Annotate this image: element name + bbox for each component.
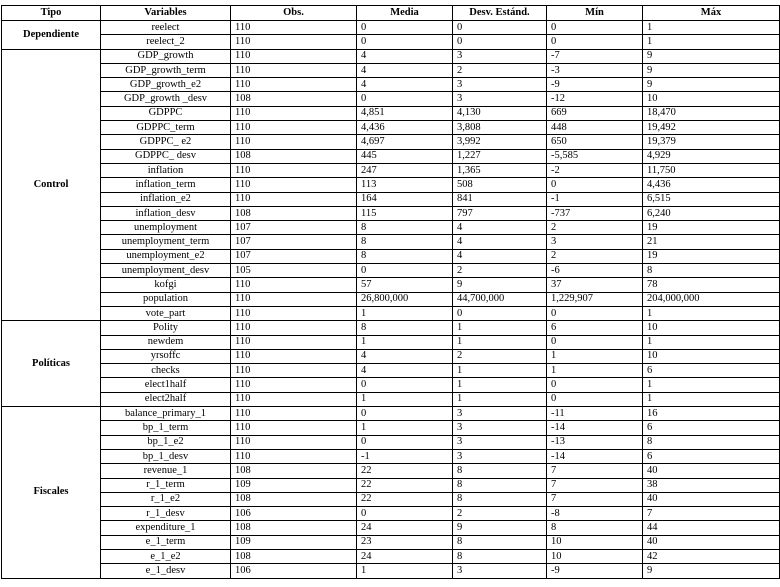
media-cell: 115 — [357, 206, 453, 220]
obs-cell: 110 — [231, 278, 357, 292]
max-cell: 40 — [643, 464, 780, 478]
table-row — [2, 49, 780, 63]
variable-cell: yrsoffc — [101, 349, 231, 363]
min-cell: 2 — [547, 221, 643, 235]
variable-cell: inflation_e2 — [101, 192, 231, 206]
min-cell: 0 — [547, 21, 643, 35]
variable-cell: vote_part — [101, 306, 231, 320]
header-media: Media — [357, 6, 453, 21]
variable-cell: e_1_desv — [101, 564, 231, 578]
desv-estand-cell: 3 — [453, 407, 547, 421]
min-cell: 0 — [547, 392, 643, 406]
min-cell: 0 — [547, 378, 643, 392]
variable-cell: GDP_growth_e2 — [101, 78, 231, 92]
obs-cell: 110 — [231, 49, 357, 63]
descriptive-statistics-table — [1, 5, 780, 579]
max-cell: 19,379 — [643, 135, 780, 149]
table-row — [2, 235, 780, 249]
variable-cell: bp_1_desv — [101, 449, 231, 463]
variable-cell: Polity — [101, 321, 231, 335]
variable-cell: e_1_e2 — [101, 549, 231, 563]
min-cell: 8 — [547, 521, 643, 535]
obs-cell: 106 — [231, 564, 357, 578]
min-cell: -737 — [547, 206, 643, 220]
max-cell: 1 — [643, 35, 780, 49]
min-cell: 3 — [547, 235, 643, 249]
min-cell: -8 — [547, 507, 643, 521]
table-row — [2, 435, 780, 449]
table-row — [2, 564, 780, 578]
variable-cell: GDPPC_term — [101, 121, 231, 135]
desv-estand-cell: 4 — [453, 249, 547, 263]
table-row — [2, 507, 780, 521]
min-cell: 6 — [547, 321, 643, 335]
media-cell: 4 — [357, 364, 453, 378]
max-cell: 40 — [643, 492, 780, 506]
max-cell: 1 — [643, 21, 780, 35]
table-row — [2, 449, 780, 463]
max-cell: 6,515 — [643, 192, 780, 206]
desv-estand-cell: 3 — [453, 421, 547, 435]
obs-cell: 110 — [231, 78, 357, 92]
max-cell: 42 — [643, 549, 780, 563]
table-row — [2, 364, 780, 378]
variable-cell: bp_1_e2 — [101, 435, 231, 449]
variable-cell: r_1_desv — [101, 507, 231, 521]
min-cell: 650 — [547, 135, 643, 149]
header-row — [2, 6, 780, 21]
min-cell: 0 — [547, 306, 643, 320]
desv-estand-cell: 1 — [453, 378, 547, 392]
variable-cell: GDP_growth _desv — [101, 92, 231, 106]
media-cell: 22 — [357, 478, 453, 492]
desv-estand-cell: 2 — [453, 507, 547, 521]
obs-cell: 110 — [231, 392, 357, 406]
header-max: Máx — [643, 6, 780, 21]
desv-estand-cell: 4 — [453, 221, 547, 235]
table-row — [2, 192, 780, 206]
obs-cell: 108 — [231, 206, 357, 220]
max-cell: 40 — [643, 535, 780, 549]
header-desv-estand: Desv. Estánd. — [453, 6, 547, 21]
desv-estand-cell: 0 — [453, 21, 547, 35]
media-cell: 1 — [357, 392, 453, 406]
max-cell: 1 — [643, 378, 780, 392]
max-cell: 9 — [643, 78, 780, 92]
min-cell: 448 — [547, 121, 643, 135]
desv-estand-cell: 1 — [453, 321, 547, 335]
category-cell: Políticas — [2, 321, 101, 407]
obs-cell: 110 — [231, 378, 357, 392]
media-cell: 23 — [357, 535, 453, 549]
media-cell: 0 — [357, 378, 453, 392]
obs-cell: 110 — [231, 421, 357, 435]
variable-cell: unemployment_term — [101, 235, 231, 249]
obs-cell: 110 — [231, 21, 357, 35]
max-cell: 8 — [643, 264, 780, 278]
min-cell: 7 — [547, 492, 643, 506]
min-cell: -9 — [547, 78, 643, 92]
desv-estand-cell: 8 — [453, 464, 547, 478]
obs-cell: 107 — [231, 221, 357, 235]
desv-estand-cell: 3,992 — [453, 135, 547, 149]
obs-cell: 110 — [231, 364, 357, 378]
max-cell: 1 — [643, 392, 780, 406]
table-row — [2, 549, 780, 563]
max-cell: 44 — [643, 521, 780, 535]
media-cell: 4 — [357, 349, 453, 363]
obs-cell: 110 — [231, 63, 357, 77]
media-cell: 0 — [357, 507, 453, 521]
max-cell: 19 — [643, 249, 780, 263]
media-cell: 113 — [357, 178, 453, 192]
variable-cell: newdem — [101, 335, 231, 349]
variable-cell: r_1_term — [101, 478, 231, 492]
table-row — [2, 135, 780, 149]
desv-estand-cell: 3 — [453, 564, 547, 578]
table-row — [2, 21, 780, 35]
header-obs: Obs. — [231, 6, 357, 21]
variable-cell: unemployment_e2 — [101, 249, 231, 263]
obs-cell: 108 — [231, 92, 357, 106]
table-row — [2, 464, 780, 478]
variable-cell: inflation — [101, 163, 231, 177]
max-cell: 38 — [643, 478, 780, 492]
obs-cell: 105 — [231, 264, 357, 278]
min-cell: 669 — [547, 106, 643, 120]
media-cell: 164 — [357, 192, 453, 206]
obs-cell: 110 — [231, 121, 357, 135]
desv-estand-cell: 8 — [453, 478, 547, 492]
desv-estand-cell: 1,227 — [453, 149, 547, 163]
desv-estand-cell: 3 — [453, 92, 547, 106]
variable-cell: elect2half — [101, 392, 231, 406]
desv-estand-cell: 8 — [453, 549, 547, 563]
table-row — [2, 264, 780, 278]
obs-cell: 110 — [231, 321, 357, 335]
media-cell: 0 — [357, 21, 453, 35]
desv-estand-cell: 3 — [453, 49, 547, 63]
desv-estand-cell: 3,808 — [453, 121, 547, 135]
max-cell: 6 — [643, 364, 780, 378]
table-row — [2, 78, 780, 92]
category-cell: Control — [2, 49, 101, 321]
table-row — [2, 178, 780, 192]
header-min: Mín — [547, 6, 643, 21]
table-row — [2, 106, 780, 120]
max-cell: 19 — [643, 221, 780, 235]
obs-cell: 110 — [231, 163, 357, 177]
table-row — [2, 92, 780, 106]
table-row — [2, 407, 780, 421]
max-cell: 4,929 — [643, 149, 780, 163]
desv-estand-cell: 0 — [453, 35, 547, 49]
max-cell: 6,240 — [643, 206, 780, 220]
media-cell: 0 — [357, 435, 453, 449]
obs-cell: 110 — [231, 335, 357, 349]
desv-estand-cell: 1 — [453, 392, 547, 406]
variable-cell: population — [101, 292, 231, 306]
min-cell: -3 — [547, 63, 643, 77]
media-cell: 22 — [357, 492, 453, 506]
min-cell: -12 — [547, 92, 643, 106]
desv-estand-cell: 797 — [453, 206, 547, 220]
obs-cell: 108 — [231, 521, 357, 535]
variable-cell: reelect — [101, 21, 231, 35]
variable-cell: GDP_growth_term — [101, 63, 231, 77]
media-cell: 1 — [357, 421, 453, 435]
min-cell: 0 — [547, 178, 643, 192]
min-cell: 7 — [547, 478, 643, 492]
media-cell: 4,851 — [357, 106, 453, 120]
min-cell: -14 — [547, 449, 643, 463]
table-row — [2, 149, 780, 163]
obs-cell: 108 — [231, 464, 357, 478]
table-row — [2, 535, 780, 549]
variable-cell: elect1half — [101, 378, 231, 392]
max-cell: 8 — [643, 435, 780, 449]
max-cell: 21 — [643, 235, 780, 249]
table-row — [2, 349, 780, 363]
obs-cell: 110 — [231, 192, 357, 206]
desv-estand-cell: 4 — [453, 235, 547, 249]
desv-estand-cell: 3 — [453, 449, 547, 463]
media-cell: 0 — [357, 407, 453, 421]
min-cell: 1 — [547, 349, 643, 363]
category-cell: Fiscales — [2, 407, 101, 579]
obs-cell: 108 — [231, 492, 357, 506]
obs-cell: 106 — [231, 507, 357, 521]
max-cell: 6 — [643, 421, 780, 435]
min-cell: -6 — [547, 264, 643, 278]
min-cell: 1,229,907 — [547, 292, 643, 306]
min-cell: -14 — [547, 421, 643, 435]
media-cell: 22 — [357, 464, 453, 478]
media-cell: 24 — [357, 549, 453, 563]
variable-cell: inflation_desv — [101, 206, 231, 220]
media-cell: 1 — [357, 564, 453, 578]
table-row — [2, 63, 780, 77]
obs-cell: 110 — [231, 449, 357, 463]
max-cell: 10 — [643, 349, 780, 363]
table-row — [2, 35, 780, 49]
min-cell: 0 — [547, 35, 643, 49]
max-cell: 7 — [643, 507, 780, 521]
max-cell: 16 — [643, 407, 780, 421]
desv-estand-cell: 1,365 — [453, 163, 547, 177]
max-cell: 1 — [643, 335, 780, 349]
max-cell: 9 — [643, 49, 780, 63]
variable-cell: balance_primary_1 — [101, 407, 231, 421]
table-body — [2, 21, 780, 579]
obs-cell: 110 — [231, 306, 357, 320]
max-cell: 10 — [643, 321, 780, 335]
table-row — [2, 249, 780, 263]
media-cell: 8 — [357, 321, 453, 335]
table-row — [2, 492, 780, 506]
desv-estand-cell: 2 — [453, 264, 547, 278]
variable-cell: reelect_2 — [101, 35, 231, 49]
min-cell: 0 — [547, 335, 643, 349]
min-cell: -2 — [547, 163, 643, 177]
min-cell: 10 — [547, 549, 643, 563]
desv-estand-cell: 44,700,000 — [453, 292, 547, 306]
desv-estand-cell: 0 — [453, 306, 547, 320]
header-tipo: Tipo — [2, 6, 101, 21]
obs-cell: 110 — [231, 135, 357, 149]
variable-cell: r_1_e2 — [101, 492, 231, 506]
obs-cell: 108 — [231, 149, 357, 163]
desv-estand-cell: 3 — [453, 78, 547, 92]
variable-cell: expenditure_1 — [101, 521, 231, 535]
variable-cell: checks — [101, 364, 231, 378]
min-cell: -11 — [547, 407, 643, 421]
min-cell: 7 — [547, 464, 643, 478]
max-cell: 4,436 — [643, 178, 780, 192]
min-cell: 10 — [547, 535, 643, 549]
obs-cell: 107 — [231, 235, 357, 249]
desv-estand-cell: 2 — [453, 63, 547, 77]
obs-cell: 109 — [231, 478, 357, 492]
desv-estand-cell: 4,130 — [453, 106, 547, 120]
table-row — [2, 421, 780, 435]
obs-cell: 110 — [231, 35, 357, 49]
min-cell: 2 — [547, 249, 643, 263]
min-cell: -9 — [547, 564, 643, 578]
media-cell: 0 — [357, 92, 453, 106]
media-cell: 57 — [357, 278, 453, 292]
min-cell: 37 — [547, 278, 643, 292]
media-cell: 1 — [357, 335, 453, 349]
media-cell: 8 — [357, 235, 453, 249]
desv-estand-cell: 8 — [453, 492, 547, 506]
table-row — [2, 321, 780, 335]
obs-cell: 110 — [231, 178, 357, 192]
desv-estand-cell: 8 — [453, 535, 547, 549]
min-cell: -7 — [547, 49, 643, 63]
media-cell: 1 — [357, 306, 453, 320]
max-cell: 78 — [643, 278, 780, 292]
media-cell: 4,436 — [357, 121, 453, 135]
variable-cell: GDPPC — [101, 106, 231, 120]
desv-estand-cell: 9 — [453, 521, 547, 535]
variable-cell: bp_1_term — [101, 421, 231, 435]
desv-estand-cell: 508 — [453, 178, 547, 192]
table-row — [2, 378, 780, 392]
variable-cell: e_1_term — [101, 535, 231, 549]
table-row — [2, 335, 780, 349]
desv-estand-cell: 9 — [453, 278, 547, 292]
media-cell: 247 — [357, 163, 453, 177]
variable-cell: unemployment_desv — [101, 264, 231, 278]
desv-estand-cell: 1 — [453, 364, 547, 378]
table-row — [2, 306, 780, 320]
table-row — [2, 392, 780, 406]
media-cell: 8 — [357, 221, 453, 235]
variable-cell: GDPPC_ desv — [101, 149, 231, 163]
media-cell: 445 — [357, 149, 453, 163]
desv-estand-cell: 1 — [453, 335, 547, 349]
variable-cell: revenue_1 — [101, 464, 231, 478]
variable-cell: GDP_growth — [101, 49, 231, 63]
min-cell: -5,585 — [547, 149, 643, 163]
header-variables: Variables — [101, 6, 231, 21]
desv-estand-cell: 841 — [453, 192, 547, 206]
table-row — [2, 206, 780, 220]
min-cell: -13 — [547, 435, 643, 449]
table-row — [2, 163, 780, 177]
table-row — [2, 292, 780, 306]
obs-cell: 109 — [231, 535, 357, 549]
min-cell: -1 — [547, 192, 643, 206]
obs-cell: 110 — [231, 106, 357, 120]
max-cell: 1 — [643, 306, 780, 320]
media-cell: 0 — [357, 35, 453, 49]
media-cell: 4 — [357, 78, 453, 92]
min-cell: 1 — [547, 364, 643, 378]
max-cell: 6 — [643, 449, 780, 463]
obs-cell: 108 — [231, 549, 357, 563]
table-row — [2, 521, 780, 535]
media-cell: 24 — [357, 521, 453, 535]
desv-estand-cell: 3 — [453, 435, 547, 449]
variable-cell: unemployment — [101, 221, 231, 235]
variable-cell: inflation_term — [101, 178, 231, 192]
media-cell: 4,697 — [357, 135, 453, 149]
max-cell: 18,470 — [643, 106, 780, 120]
media-cell: -1 — [357, 449, 453, 463]
obs-cell: 110 — [231, 407, 357, 421]
desv-estand-cell: 2 — [453, 349, 547, 363]
media-cell: 0 — [357, 264, 453, 278]
media-cell: 4 — [357, 63, 453, 77]
media-cell: 26,800,000 — [357, 292, 453, 306]
max-cell: 9 — [643, 564, 780, 578]
obs-cell: 110 — [231, 292, 357, 306]
variable-cell: GDPPC_ e2 — [101, 135, 231, 149]
table-row — [2, 478, 780, 492]
max-cell: 204,000,000 — [643, 292, 780, 306]
max-cell: 10 — [643, 92, 780, 106]
variable-cell: kofgi — [101, 278, 231, 292]
category-cell: Dependiente — [2, 21, 101, 50]
max-cell: 9 — [643, 63, 780, 77]
table-row — [2, 121, 780, 135]
media-cell: 8 — [357, 249, 453, 263]
media-cell: 4 — [357, 49, 453, 63]
table-row — [2, 221, 780, 235]
max-cell: 19,492 — [643, 121, 780, 135]
obs-cell: 107 — [231, 249, 357, 263]
obs-cell: 110 — [231, 435, 357, 449]
table-row — [2, 278, 780, 292]
obs-cell: 110 — [231, 349, 357, 363]
max-cell: 11,750 — [643, 163, 780, 177]
